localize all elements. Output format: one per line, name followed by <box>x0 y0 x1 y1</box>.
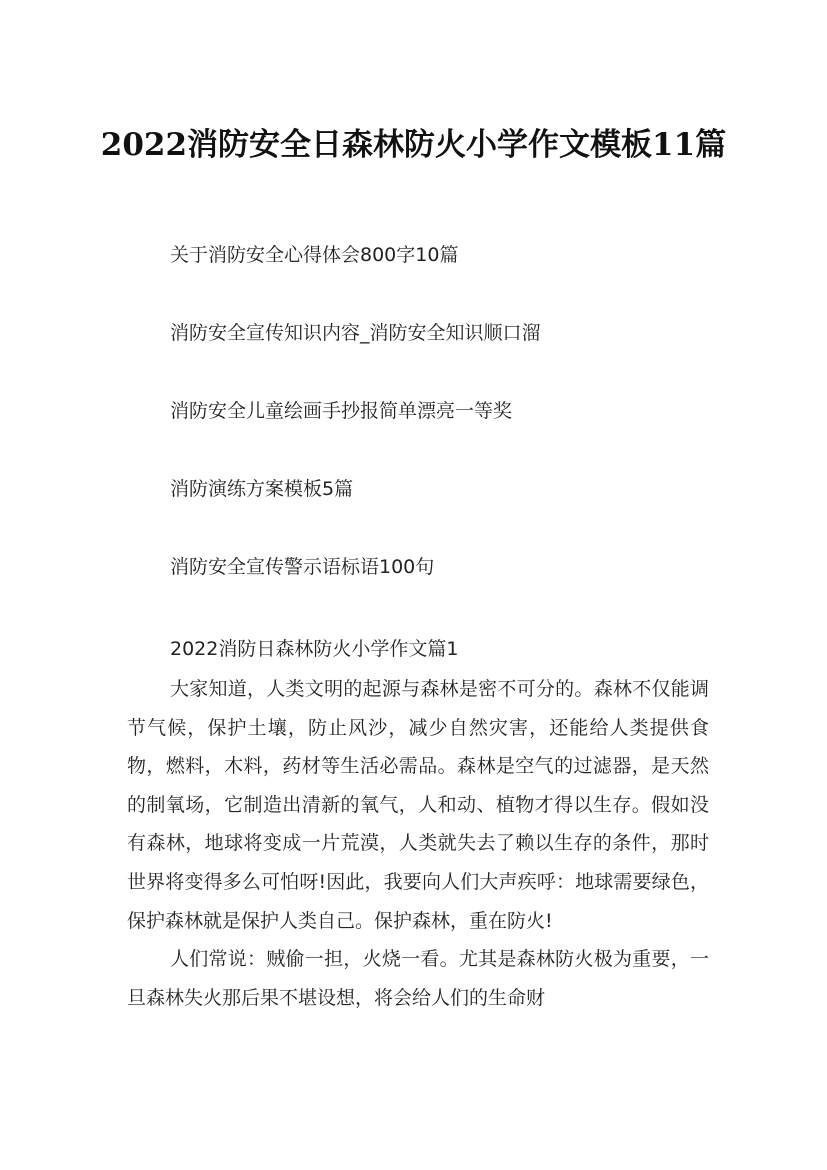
paragraph: 大家知道，人类文明的起源与森林是密不可分的。森林不仅能调节气候，保护土壤，防止风沙，减少自然灾害，还能给人类提供食物，燃料，木料，药材等生活必需品。森林是空气的过滤器，是天然的制氧场，它制造出清新的氧气，人和动、植物才得以生存。假如没有森林，地球将变成一片荒漠，人类就失去了赖以生存的条件，那时世界将变得多么可怕呀!因此，我要向人们大声疾呼：地球需要绿色，保护森林就是保护人类自己。保护森林，重在防火! <box>127 678 709 932</box>
related-link[interactable]: 关于消防安全心得体会800字10篇 <box>170 244 459 266</box>
paragraph: 人们常说：贼偷一担，火烧一看。尤其是森林防火极为重要，一旦森林失火那后果不堪设想，将会给人们的生命财 <box>127 948 709 1009</box>
related-link[interactable]: 消防安全宣传警示语标语100句 <box>170 556 435 578</box>
section-heading: 2022消防日森林防火小学作文篇1 <box>170 638 459 660</box>
related-link[interactable]: 消防安全宣传知识内容_消防安全知识顺口溜 <box>170 322 541 344</box>
related-links-list <box>170 238 730 628</box>
article-body <box>127 630 709 1017</box>
related-link[interactable]: 消防演练方案模板5篇 <box>170 478 354 500</box>
document-title: 2022消防安全日森林防火小学作文模板11篇 <box>100 126 727 163</box>
related-link[interactable]: 消防安全儿童绘画手抄报简单漂亮一等奖 <box>170 400 513 422</box>
